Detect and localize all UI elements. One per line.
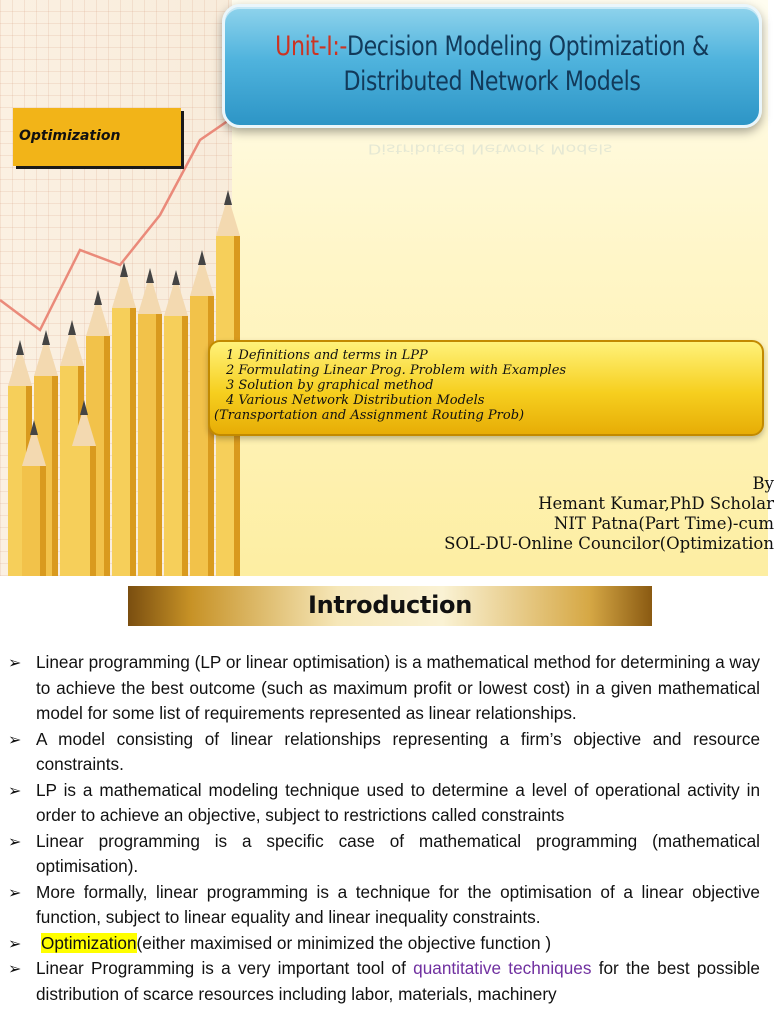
quantitative-techniques-link[interactable]: quantitative techniques bbox=[413, 958, 592, 978]
bullet-item bbox=[8, 829, 760, 880]
pencil-illustration bbox=[112, 262, 136, 576]
contents-item: 3 Solution by graphical method bbox=[226, 378, 434, 393]
bullet-item bbox=[8, 956, 760, 1007]
arrow-bullet-icon: ➢ bbox=[8, 882, 22, 902]
author-affiliation-2: SOL-DU-Online Councilor(Optimization bbox=[444, 534, 774, 553]
arrow-bullet-icon: ➢ bbox=[8, 959, 22, 978]
highlighted-term: Optimization bbox=[41, 932, 137, 953]
topic-tag bbox=[13, 108, 181, 166]
pencils-illustration bbox=[0, 0, 240, 576]
author-by: By bbox=[752, 474, 774, 493]
bullet-item bbox=[8, 778, 760, 829]
bullet-item bbox=[8, 931, 760, 957]
arrow-bullet-icon: ➢ bbox=[8, 831, 22, 851]
topic-label: Optimization bbox=[19, 128, 121, 144]
author-name: Hemant Kumar,PhD Scholar bbox=[538, 494, 774, 513]
bullet-item bbox=[8, 727, 760, 778]
bullet-text: (either maximised or minimized the objective function ) bbox=[136, 932, 552, 953]
title-text-1: Decision Modeling Optimization & bbox=[346, 31, 709, 62]
title-unit-label: Unit-I:- bbox=[275, 31, 347, 62]
title-banner bbox=[222, 4, 762, 128]
contents-item: 1 Definitions and terms in LPP bbox=[226, 348, 428, 363]
introduction-banner bbox=[128, 586, 652, 626]
introduction-slide bbox=[0, 576, 768, 1024]
contents-box bbox=[208, 340, 764, 436]
contents-item: 4 Various Network Distribution Models bbox=[226, 393, 485, 408]
author-affiliation-1: NIT Patna(Part Time)-cum bbox=[553, 514, 774, 533]
title-line-2: Distributed Network Models bbox=[343, 66, 641, 97]
arrow-bullet-icon: ➢ bbox=[8, 653, 22, 672]
contents-item: (Transportation and Assignment Routing Prob) bbox=[214, 408, 525, 423]
bullet-item bbox=[8, 650, 760, 727]
bullet-text: for the best possible distribution of scarce resources including labor, materials, machinery bbox=[36, 958, 760, 1004]
title-line-1 bbox=[273, 31, 711, 62]
arrow-bullet-icon: ➢ bbox=[8, 780, 22, 800]
author-block bbox=[444, 474, 774, 554]
arrow-bullet-icon: ➢ bbox=[8, 933, 22, 953]
bullet-text: More formally, linear programming is a technique for the optimisation of a linear objective function, subject to linear equality and linear inequality constraints. bbox=[36, 881, 760, 927]
bullet-list bbox=[8, 650, 760, 1007]
pencil-illustration bbox=[164, 270, 188, 576]
title-reflection: Distributed Network Models bbox=[367, 141, 613, 156]
bullet-text: A model consisting of linear relationships representing a firm’s objective and resource constraints. bbox=[36, 728, 760, 774]
bullet-item bbox=[8, 880, 760, 931]
bullet-text: Linear Programming is a very important tool of bbox=[36, 958, 414, 978]
introduction-heading: Introduction bbox=[308, 591, 472, 619]
arrow-bullet-icon: ➢ bbox=[8, 729, 22, 749]
bullet-text: LP is a mathematical modeling technique used to determine a level of operational activity in order to achieve an objective, subject to restrictions called constraints bbox=[36, 779, 760, 825]
contents-item: 2 Formulating Linear Prog. Problem with Examples bbox=[226, 363, 567, 378]
bullet-text: Linear programming (LP or linear optimisation) is a mathematical method for determining a way to achieve the best outcome (such as maximum profit or lowest cost) in a given mathematical model for some list of requirements represented as linear relationships. bbox=[36, 652, 760, 723]
pencil-illustration bbox=[138, 268, 162, 576]
bullet-text: Linear programming is a specific case of mathematical programming (mathematical optimisation). bbox=[36, 830, 760, 876]
